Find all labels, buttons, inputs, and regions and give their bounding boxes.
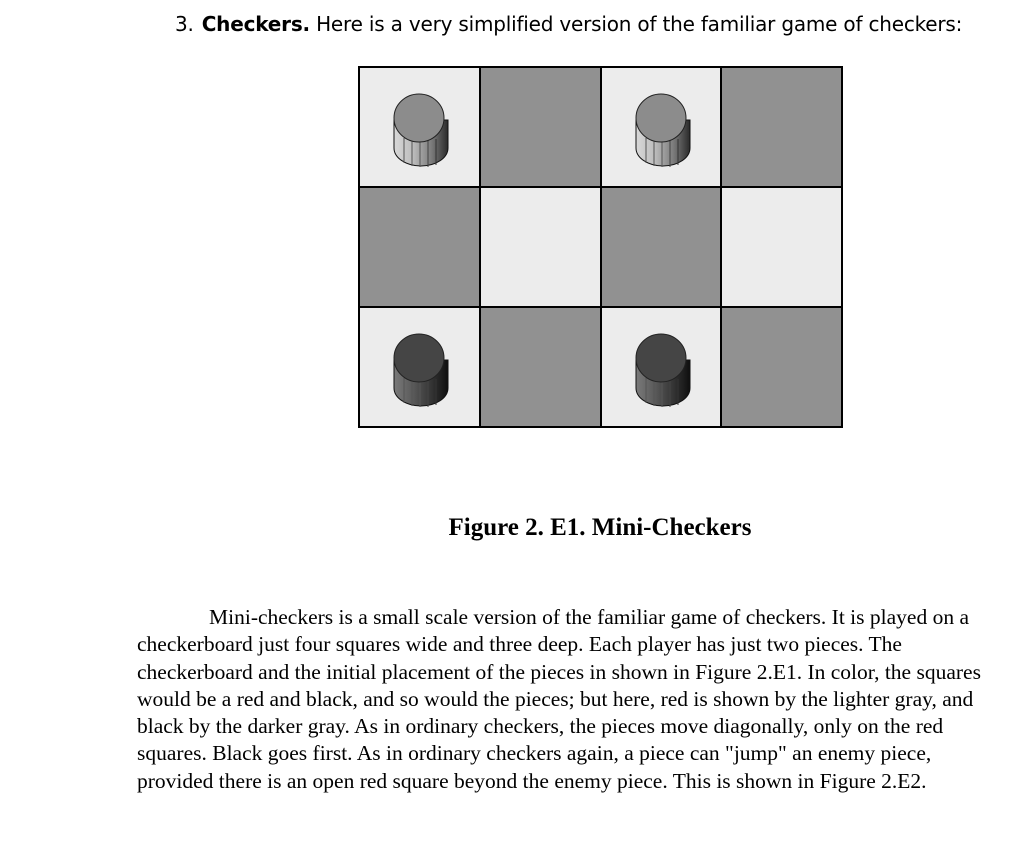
- figure-caption: Figure 2. E1. Mini-Checkers: [448, 514, 752, 541]
- exercise-heading: [175, 9, 962, 39]
- board-square-r0-c0: [360, 68, 479, 186]
- board-square-r2-c1: [481, 308, 600, 426]
- board-square-r1-c0: [360, 188, 479, 306]
- board-square-r2-c3: [722, 308, 841, 426]
- exercise-title: Checkers.: [201, 12, 310, 36]
- board-square-r1-c1: [481, 188, 600, 306]
- board-square-r2-c0: [360, 308, 479, 426]
- checkerboard: [358, 66, 843, 428]
- board-square-r0-c2: [602, 68, 721, 186]
- board-square-r0-c3: [722, 68, 841, 186]
- exercise-intro: Here is a very simplified version of the familiar game of checkers:: [316, 12, 963, 36]
- board-square-r1-c3: [722, 188, 841, 306]
- exercise-number: 3.: [175, 12, 194, 36]
- board-square-r2-c2: [602, 308, 721, 426]
- board-square-r1-c2: [602, 188, 721, 306]
- body-paragraph: [137, 604, 997, 795]
- paragraph-text: Mini-checkers is a small scale version of the familiar game of checkers. It is played on a checkerboard just four squares wide and three deep. Each player has just two pieces. The checkerboard and the initial placement of the pieces in shown in Figure 2.E1. In color, the squares would be a red and black, and so would the pieces; but here, red is shown by the lighter gray, and black by the darker gray. As in ordinary checkers, the pieces move diagonally, only on the red squares. Black goes first. As in ordinary checkers again, a piece can "jump" an enemy piece, provided there is an open red square beyond the enemy piece. This is shown in Figure 2.E2.: [137, 605, 981, 793]
- board-square-r0-c1: [481, 68, 600, 186]
